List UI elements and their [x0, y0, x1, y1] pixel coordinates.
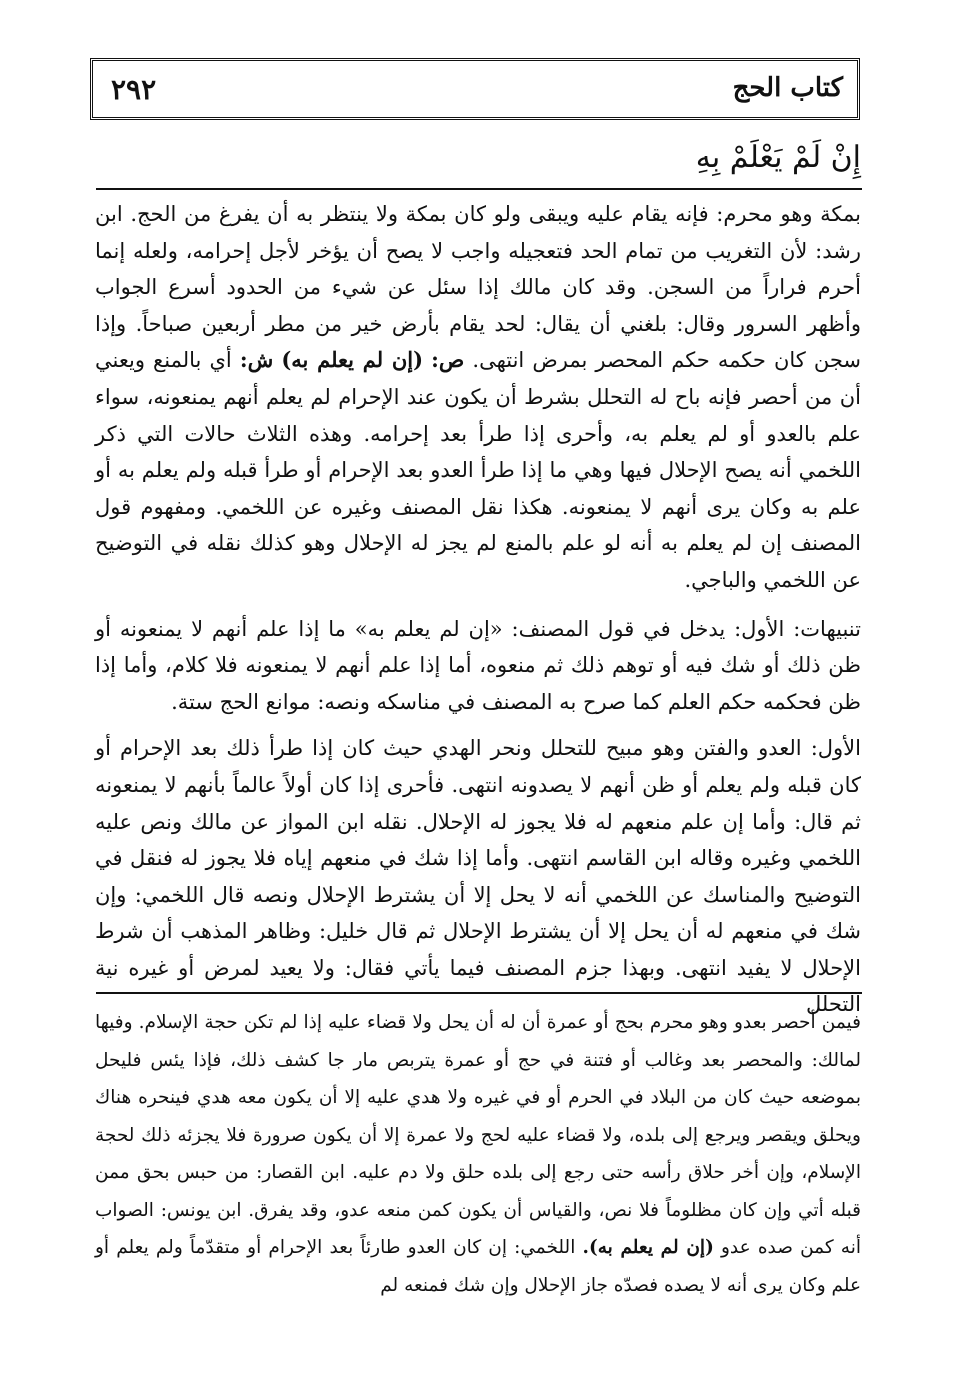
matn-quote: (إن لم يعلم به): [281, 347, 424, 373]
commentary-text: الأول: العدو والفتن وهو مبيح للتحلل ونحر الهدي حيث كان إذا طرأ ذلك بعد الإحرام أو كان قبله ولم يعلم أو ظن أنهم لا يصدونه انتهى. فأحرى إذا كان أولاً عالماً بأنهم لا يمنعونه ثم قال: وأما إن علم منعهم له فلا يجوز له الإحلال. نقله ابن المواز عن مالك ونص عليه اللخمي وغيره وقاله ابن القاسم انتهى. وأما إذا شك في منعهم إياه فلا يجوز له فنقل في التوضيح والمناسك عن اللخمي أنه لا يحل إلا أن يشترط الإحلال ونصه قال اللخمي: وإن شك في منعهم له أن يحل إلا أن يشترط الإحلال ثم قال خليل: وظاهر المذهب أن شرط الإحلال لا يفيد انتهى. وبهذا جزم المصنف فيما يأتي فقال: ولا يعيد لمرض أو غيره نية التحلل: [95, 736, 861, 1017]
running-header: [90, 58, 860, 120]
matn-text: إِنْ لَمْ يَعْلَمْ بِهِ: [695, 140, 861, 175]
matn-quote: «إن لم يعلم به»: [354, 616, 503, 641]
chapter-title: كتاب الحج: [732, 73, 843, 103]
commentary-text: بمكة وهو محرم: فإنه يقام عليه ويبقى ولو كان بمكة ولا ينتظر به أن يفرغ من الحج. ابن رشد: لأن التغريب من تمام الحد فتعجيله واجب لا يصح أن يؤخر لأجل إحرامه، ولعله إنما أحرم فراراً من السجن. وقد كان مالك إذا سئل عن شيء من الحدود أسرع الجواب وأظهر السرور وقال: بلغني أن يقال: لحد يقام بأرض خير من مطر أربعين صباحاً. وإذا سجن كان حكمه حكم المحصر بمرض انتهى.: [95, 202, 862, 373]
commentary-body: [95, 196, 861, 1035]
footnote-paragraph: [95, 1004, 861, 1304]
commentary-text: تنبيهات: الأول: يدخل في قول المصنف:: [511, 616, 861, 641]
commentary-paragraph: [95, 730, 861, 1023]
footnote-text: فيمن أحصر بعدو وهو محرم بحج أو عمرة أن له أن يحل ولا قضاء عليه إذا لم تكن حجة الإسلام. وفيها لمالك: والمحصر بعد وغالب أو فتنة في حج أو عمرة يتربص مار جا كشف ذلك، فإذا يئس فليحل بموضعه حيث كان من البلاد في الحرم أو في غيره ولا هدي عليه إلا أن يكون معه هدي فينحره هناك ويحلق ويقصر ويرجع إلى بلده، ولا قضاء عليه لحج ولا عمرة إلا أن يكون صرورة فلا يجزئه ذلك لحجة الإسلام، وإن أخر حلاق رأسه حتى رجع إلى بلده حلق ولا دم عليه. ابن القصار: من حبس بحق ممن قبله أتي وإن كان مظلوماً فلا نص، والقياس أن يكون كمن منعه عدو، وقد يفرق. ابن يونس: الصواب أنه كمن صده عدو: [95, 1012, 862, 1258]
commentary-text: ما إذا علم أنهم لا يمنعونه أو ظن ذلك أو شك فيه أو توهم ذلك ثم منعوه، أما إذا علم أنهم لا يمنعونه فلا كلام، وأما إذا ظن فحكمه حكم العلم كما صرح به المصنف في مناسكه ونصه: موانع الحج ستة.: [95, 616, 861, 714]
top-divider: [96, 188, 862, 190]
matn-quote: (إن لم يعلم به).: [582, 1237, 714, 1258]
commentary-text: أي بالمنع ويعني أن من أحصر فإنه باح له التحلل بشرط أن يكون عند الإحرام لم يعلم أنهم يمنعونه، سواء علم بالعدو أو لم يعلم به، وأحرى إذا طرأ بعد إحرامه. وهذه الثلاث حالات التي ذكر اللخمي أنه يصح الإحلال فيها وهي ما إذا طرأ العدو بعد الإحرام أو طرأ قبله ولم يعلم به أو علم به وكان يرى أنهم لا يمنعونه. هكذا نقل المصنف وغيره عن اللخمي. ومفهوم قول المصنف إن لم يعلم به أنه لو علم بالمنع لم يجز له الإحلال وهو كذلك نقله في التوضيح عن اللخمي والباجي.: [95, 348, 862, 592]
commentary-paragraph: [95, 196, 861, 599]
shin-marker: ش:: [239, 347, 274, 373]
page-number: ٢٩٢: [111, 73, 157, 106]
sad-marker: ص:: [431, 347, 465, 373]
footnote-divider: [96, 992, 862, 994]
footnote-section: [95, 1004, 861, 1304]
footnote-text: اللخمي: إن كان العدو طارئاً بعد الإحرام أو متقدّماً ولم يعلم أو علم وكان يرى أنه لا يصده فصدّه جاز الإحلال وإن شك فمنعه لم: [95, 1237, 861, 1296]
commentary-paragraph: [95, 611, 861, 721]
